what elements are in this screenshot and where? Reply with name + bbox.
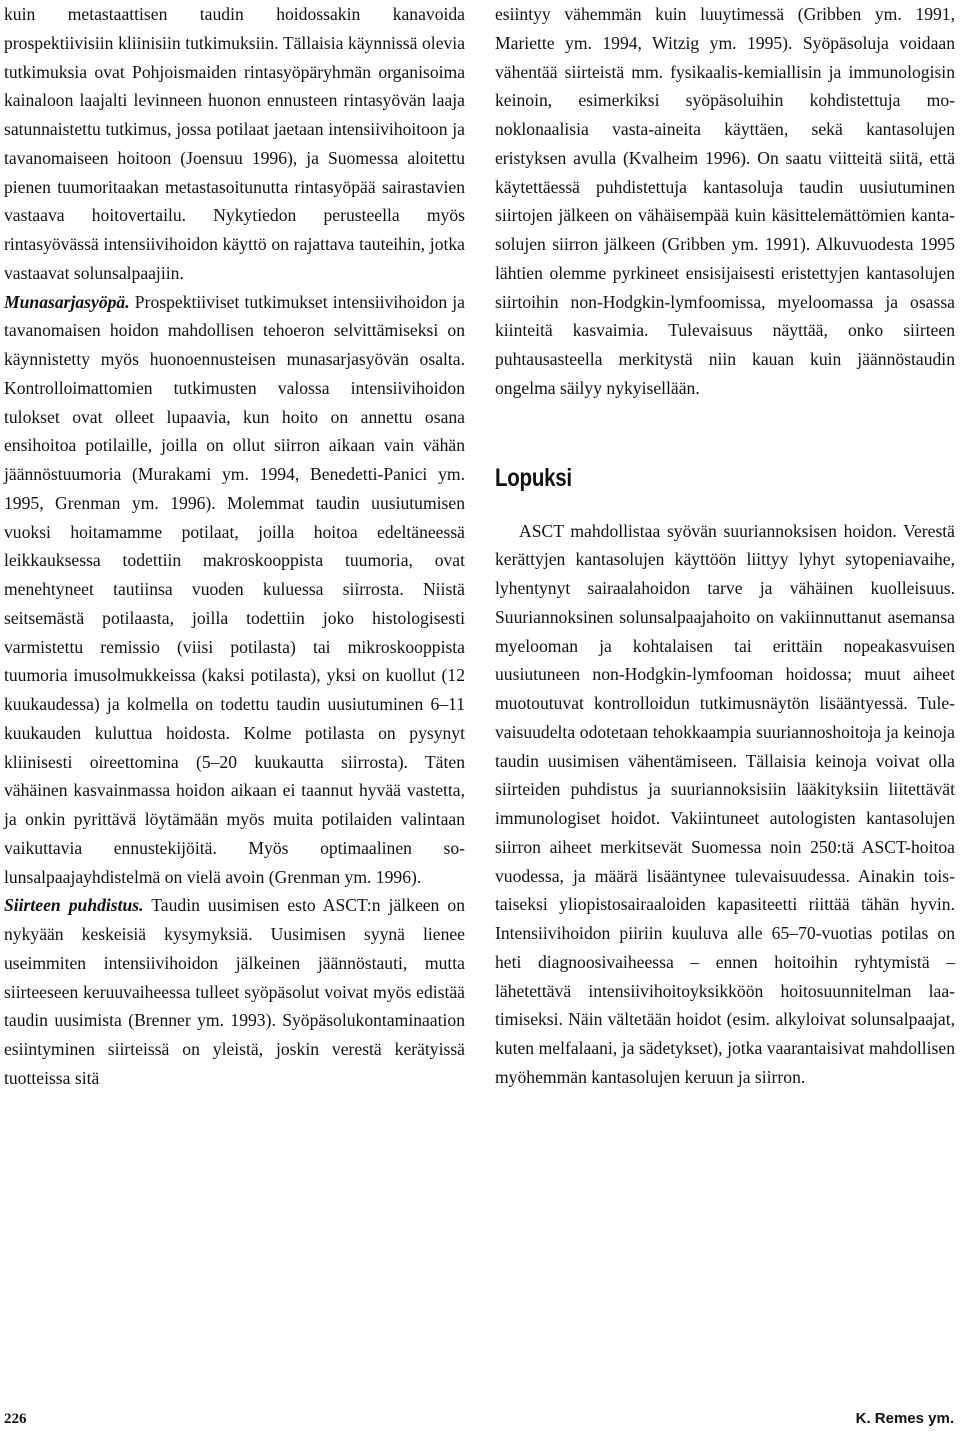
paragraph-ovarian-cancer <box>4 288 465 892</box>
right-column <box>495 0 955 1092</box>
running-author: K. Remes ym. <box>855 1410 954 1427</box>
graft-text: Taudin uusimisen esto ASCT:n jälkeen on nykyään keskeisiä kysymyksiä. Uusimisen syynä lienee useimmiten intensiivihoidon jälkeinen jäännöstauti, mutta siirteeseen keruuvaiheessa tulleet syöpäsolut voivat myös edistää taudin uusimista (Brenner ym. 1993). Syöpäsolukontaminaation esiintyminen siirteissä on yleistä, joskin verestä kerätyissä tuotteissa sitä <box>4 895 465 1088</box>
paragraph-breast-cancer: kuin metastaattisen taudin hoidossakin kanavoida prospektiivisiin kliinisiin tutkimuksiin. Tällaisia käynnissä olevia tutkimuksia ovat Pohjoismaiden rintasyöpäryhmän organisoima kainaloon laajalti levinneen huonon ennusteen rintasyövän laaja satunnaistettu tutkimus, jossa potilaat jaetaan intensiivihoitoon ja tavanomaiseen hoitoon (Joensuu 1996), ja Suomessa aloitettu pienen tuumoritaakan metastasoitunutta rintasyöpää sairastavien vastaava hoitovertailu. Nykytiedon perusteella myös rintasyövässä intensiivihoidon käyttö on rajattava tauteihin, jotka vastaavat solunsalpaajiin. <box>4 4 465 283</box>
paragraph-purging-continued: esiintyy vähemmän kuin luuytimessä (Gribben ym. 1991, Mariette ym. 1994, Witzig ym. 1995). Syöpäsoluja voidaan vähentää siirteistä mm. fysikaalis-kemiallisin ja immunologisin keinoin, esimerkiksi syöpäsoluihin kohdistettuja monoklonaalisia vasta-aineita käyttäen, sekä kantasolujen eristyksen avulla (Kvalheim 1996). On saatu viitteitä siitä, että käytettäessä puhdistettuja kantasoluja taudin uusiutuminen siirtojen jälkeen on vähäisempää kuin käsittelemättömien kantasolujen siirron jälkeen (Gribben ym. 1991). Alkuvuodesta 1995 lähtien olemme pyrkineet ensisijaisesti eristettyjen kantasolujen siirtoihin non-Hodgkin-lymfoomissa, myeloomassa ja osassa kiinteitä kasvaimia. Tulevaisuus näyttää, onko siirteen puhtausasteella merkitystä niin kauan kuin jäännöstaudin ongelma säilyy nykyisellään. <box>495 4 955 398</box>
paragraph-conclusion: ASCT mahdollistaa syövän suuriannoksisen hoidon. Verestä kerättyjen kantasolujen käyttöön liittyy lyhyt sytopeniavaihe, lyhentynyt sairaalahoidon tarve ja vähäinen kuolleisuus. Suuriannoksinen solunsalpaajahoito on vakiinnuttanut asemansa myelooman ja kohtalaisen tai erittäin nopeakasvuisen uusiutuneen non-Hodgkin-lymfooman hoidossa; muut aiheet muotoutuvat kontrolloidun tutkimusnäytön lisääntyessä. Tulevaisuudelta odotetaan tehokkaampia suuriannoshoitoja ja keinoja taudin uusimisen vähentämiseen. Tällaisia keinoja voivat olla siirteiden puhdistus ja suuriannoksisiin lääkityksiin liitettävät immunologiset hoidot. Vakiintuneet autologisten kantasolujen siirron aiheet merkitsevät Suomessa noin 250:tä ASCT-hoitoa vuodessa, ja määrä lisääntynee tulevaisuudessa. Ainakin toistaiseksi yliopistosairaaloiden kapasiteetti riittää tähän hyvin. Intensiivihoidon piiriin kuuluva alle 65–70-vuotias potilas on heti diagnoosivaiheessa – ennen hoitoihin ryhtymistä – lähetettävä intensiivihoitoyksikköön hoitosuunnitelman laatimiseksi. Näin vältetään hoidot (esim. alkyloivat solunsalpaajat, kuten melfalaani, ja sädetykset), jotka vaarantaisivat mahdollisen myöhemmän kantasolujen keruun ja siirron. <box>495 520 955 1087</box>
run-in-heading-graft: Siirteen puhdistus. <box>4 895 144 916</box>
ovarian-text: Prospektiiviset tutkimukset intensiivihoidon ja tavanomaisen hoidon mahdollisen tehoeron selvittämiseksi on käynnistetty myös huonoennusteisen munasarjasyövän osalta. Kontrolloimattomien tutkimusten valossa intensiivihoidon tulokset ovat olleet lupaavia, kun hoito on annettu osana ensihoitoa potilaille, joilla on ollut siirron aikaan vain vähän jäännöstuumoria (Murakami ym. 1994, Benedetti-Panici ym. 1995, Grenman ym. 1996). Molemmat taudin uusiutumisen vuoksi hoitamamme potilaat, joilla hoitoa edeltäneessä leikkauksessa todettiin makroskooppista tuumoria, ovat menehtyneet tautiinsa vuoden kuluessa siirrosta. Niistä seitsemästä potilaasta, joilla todettiin joko histologisesti varmistettu remissio (viisi potilasta) tai mikroskooppista tuumoria imusolmukkeissa (kaksi potilasta), yksi on kuollut (12 kuukaudessa) ja kolmella on todettu taudin uusiutuminen 6–11 kuukauden kuluttua hoidosta. Kolme potilasta on pysynyt kliinisesti oireettomina (5–20 kuukautta siirrosta). Täten vähäinen kasvainmassa hoidon aikaan ei taannut hyvää vastetta, ja onkin pyrittävä löytämään myös muita potilaiden valintaan vaikuttavia ennustekijöitä. Myös optimaalinen solunsalpaajayhdistelmä on vielä avoin (Grenman ym. 1996). <box>4 291 465 887</box>
run-in-heading-ovarian: Munasarjasyöpä. <box>4 291 130 312</box>
left-column <box>4 0 465 1093</box>
section-heading-conclusion: Lopuksi <box>495 463 572 492</box>
page-number: 226 <box>4 1411 27 1427</box>
paragraph-graft-purging <box>4 891 465 1092</box>
